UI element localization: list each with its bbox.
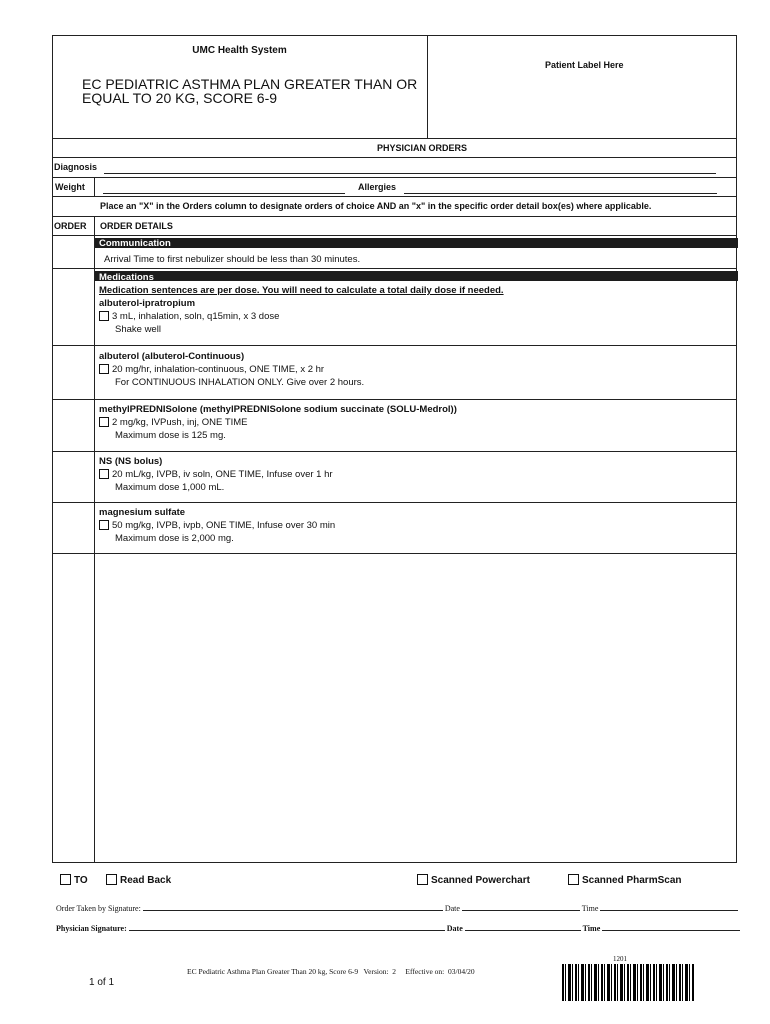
page-number: 1 of 1: [89, 977, 115, 988]
rule-instr: [52, 216, 737, 217]
scanned-pharmscan-checkbox[interactable]: [568, 874, 579, 885]
to-option[interactable]: [60, 874, 88, 886]
order-taken-time-field[interactable]: [600, 903, 738, 911]
barcode-number: 1201: [613, 955, 627, 963]
communication-header: Communication: [99, 238, 171, 249]
communication-bar: [95, 238, 738, 248]
physician-signature-field[interactable]: [129, 923, 445, 931]
rule-diag: [52, 177, 737, 178]
physician-orders-heading: PHYSICIAN ORDERS: [377, 143, 468, 153]
rule-med2: [52, 399, 737, 400]
med-option-checkbox[interactable]: [99, 520, 109, 530]
scanned-powerchart-checkbox[interactable]: [417, 874, 428, 885]
read-back-checkbox[interactable]: [106, 874, 117, 885]
scanned-powerchart-option[interactable]: [417, 874, 530, 886]
physician-date-field[interactable]: [465, 923, 581, 931]
med-name: methylPREDNISolone (methylPREDNISolone sodium succinate (SOLU-Medrol)): [99, 404, 457, 415]
page-title: [82, 77, 417, 105]
scanned-pharmscan-label: Scanned PharmScan: [582, 875, 682, 886]
page-title-line-2: EQUAL TO 20 KG, SCORE 6-9: [82, 90, 278, 106]
med-option-checkbox[interactable]: [99, 417, 109, 427]
weight-field[interactable]: [103, 184, 345, 194]
rule-med4: [52, 502, 737, 503]
medications-header: Medications: [99, 272, 154, 283]
med-option-checkbox[interactable]: [99, 311, 109, 321]
rule-weight: [52, 196, 737, 197]
rule-med3: [52, 451, 737, 452]
scanned-pharmscan-option[interactable]: [568, 874, 681, 886]
rule-colhead: [52, 235, 737, 236]
order-taken-row: [56, 903, 738, 913]
med-name: magnesium sulfate: [99, 507, 186, 518]
scanned-powerchart-label: Scanned Powerchart: [431, 875, 530, 886]
medications-note: Medication sentences are per dose. You will need to calculate a total daily dose if needed.: [99, 285, 504, 296]
order-taken-label: Order Taken by Signature:: [56, 904, 141, 913]
page-title-line-1: EC PEDIATRIC ASTHMA PLAN GREATER THAN OR: [82, 76, 418, 92]
order-details-column-header: ORDER DETAILS: [100, 221, 173, 231]
med-option-checkbox[interactable]: [99, 364, 109, 374]
med-name: albuterol (albuterol-Continuous): [99, 351, 245, 362]
med-item: [99, 298, 279, 336]
med-item: [99, 456, 333, 494]
rule-med5: [52, 553, 737, 554]
communication-text: Arrival Time to first nebulizer should be less than 30 minutes.: [104, 254, 361, 265]
med-name: NS (NS bolus): [99, 456, 163, 467]
document-info: EC Pediatric Asthma Plan Greater Than 20 kg, Score 6-9 Version: 2 Effective on: 03/04/20: [187, 967, 475, 976]
medications-bar: [95, 271, 738, 281]
org-name: UMC Health System: [192, 45, 287, 56]
med-option-text: 2 mg/kg, IVPush, inj, ONE TIME: [112, 416, 248, 428]
med-item: [99, 404, 457, 442]
physician-date-label: Date: [446, 924, 463, 933]
to-label: TO: [74, 875, 88, 886]
med-detail: Maximum dose is 125 mg.: [115, 429, 226, 441]
order-taken-date-field[interactable]: [462, 903, 580, 911]
form-frame: [52, 35, 737, 863]
header-bottom-rule: [52, 138, 737, 139]
med-option-text: 20 mg/hr, inhalation-continuous, ONE TIME, x 2 hr: [112, 363, 325, 375]
med-option-text: 50 mg/kg, IVPB, ivpb, ONE TIME, Infuse over 30 min: [112, 519, 336, 531]
med-name: albuterol-ipratropium: [99, 298, 196, 309]
rule-po: [52, 157, 737, 158]
allergies-field[interactable]: [404, 184, 717, 194]
physician-signature-label: Physician Signature:: [56, 924, 127, 933]
physician-time-field[interactable]: [602, 923, 740, 931]
instruction-text: Place an "X" in the Orders column to designate orders of choice AND an "x" in the specific order detail box(es) where applicable.: [100, 201, 652, 211]
order-taken-date-label: Date: [444, 904, 460, 913]
rule-med1: [52, 345, 737, 346]
med-option-text: 20 mL/kg, IVPB, iv soln, ONE TIME, Infuse over 1 hr: [112, 468, 333, 480]
rule-comm: [52, 268, 737, 269]
med-item: [99, 351, 364, 389]
diagnosis-field[interactable]: [104, 164, 716, 174]
read-back-label: Read Back: [120, 875, 172, 886]
read-back-option[interactable]: [106, 874, 171, 886]
med-detail: For CONTINUOUS INHALATION ONLY. Give over 2 hours.: [115, 376, 365, 388]
med-detail: Maximum dose is 2,000 mg.: [115, 532, 234, 544]
order-column-divider: [94, 216, 95, 863]
header-divider: [427, 35, 428, 138]
barcode-image: [562, 964, 695, 1001]
allergies-label: Allergies: [358, 182, 397, 192]
order-taken-time-label: Time: [581, 904, 599, 913]
weight-col-divider: [94, 177, 95, 196]
med-option-text: 3 mL, inhalation, soln, q15min, x 3 dose: [112, 310, 280, 322]
order-taken-signature-field[interactable]: [143, 903, 443, 911]
weight-label: Weight: [55, 182, 85, 192]
physician-signature-row: [56, 923, 740, 933]
patient-label: Patient Label Here: [545, 60, 624, 70]
diagnosis-label: Diagnosis: [54, 162, 98, 172]
med-option-checkbox[interactable]: [99, 469, 109, 479]
to-checkbox[interactable]: [60, 874, 71, 885]
med-item: [99, 507, 335, 545]
physician-time-label: Time: [582, 924, 601, 933]
order-column-header: ORDER: [54, 221, 87, 231]
med-detail: Maximum dose 1,000 mL.: [115, 481, 225, 493]
med-detail: Shake well: [115, 323, 161, 335]
